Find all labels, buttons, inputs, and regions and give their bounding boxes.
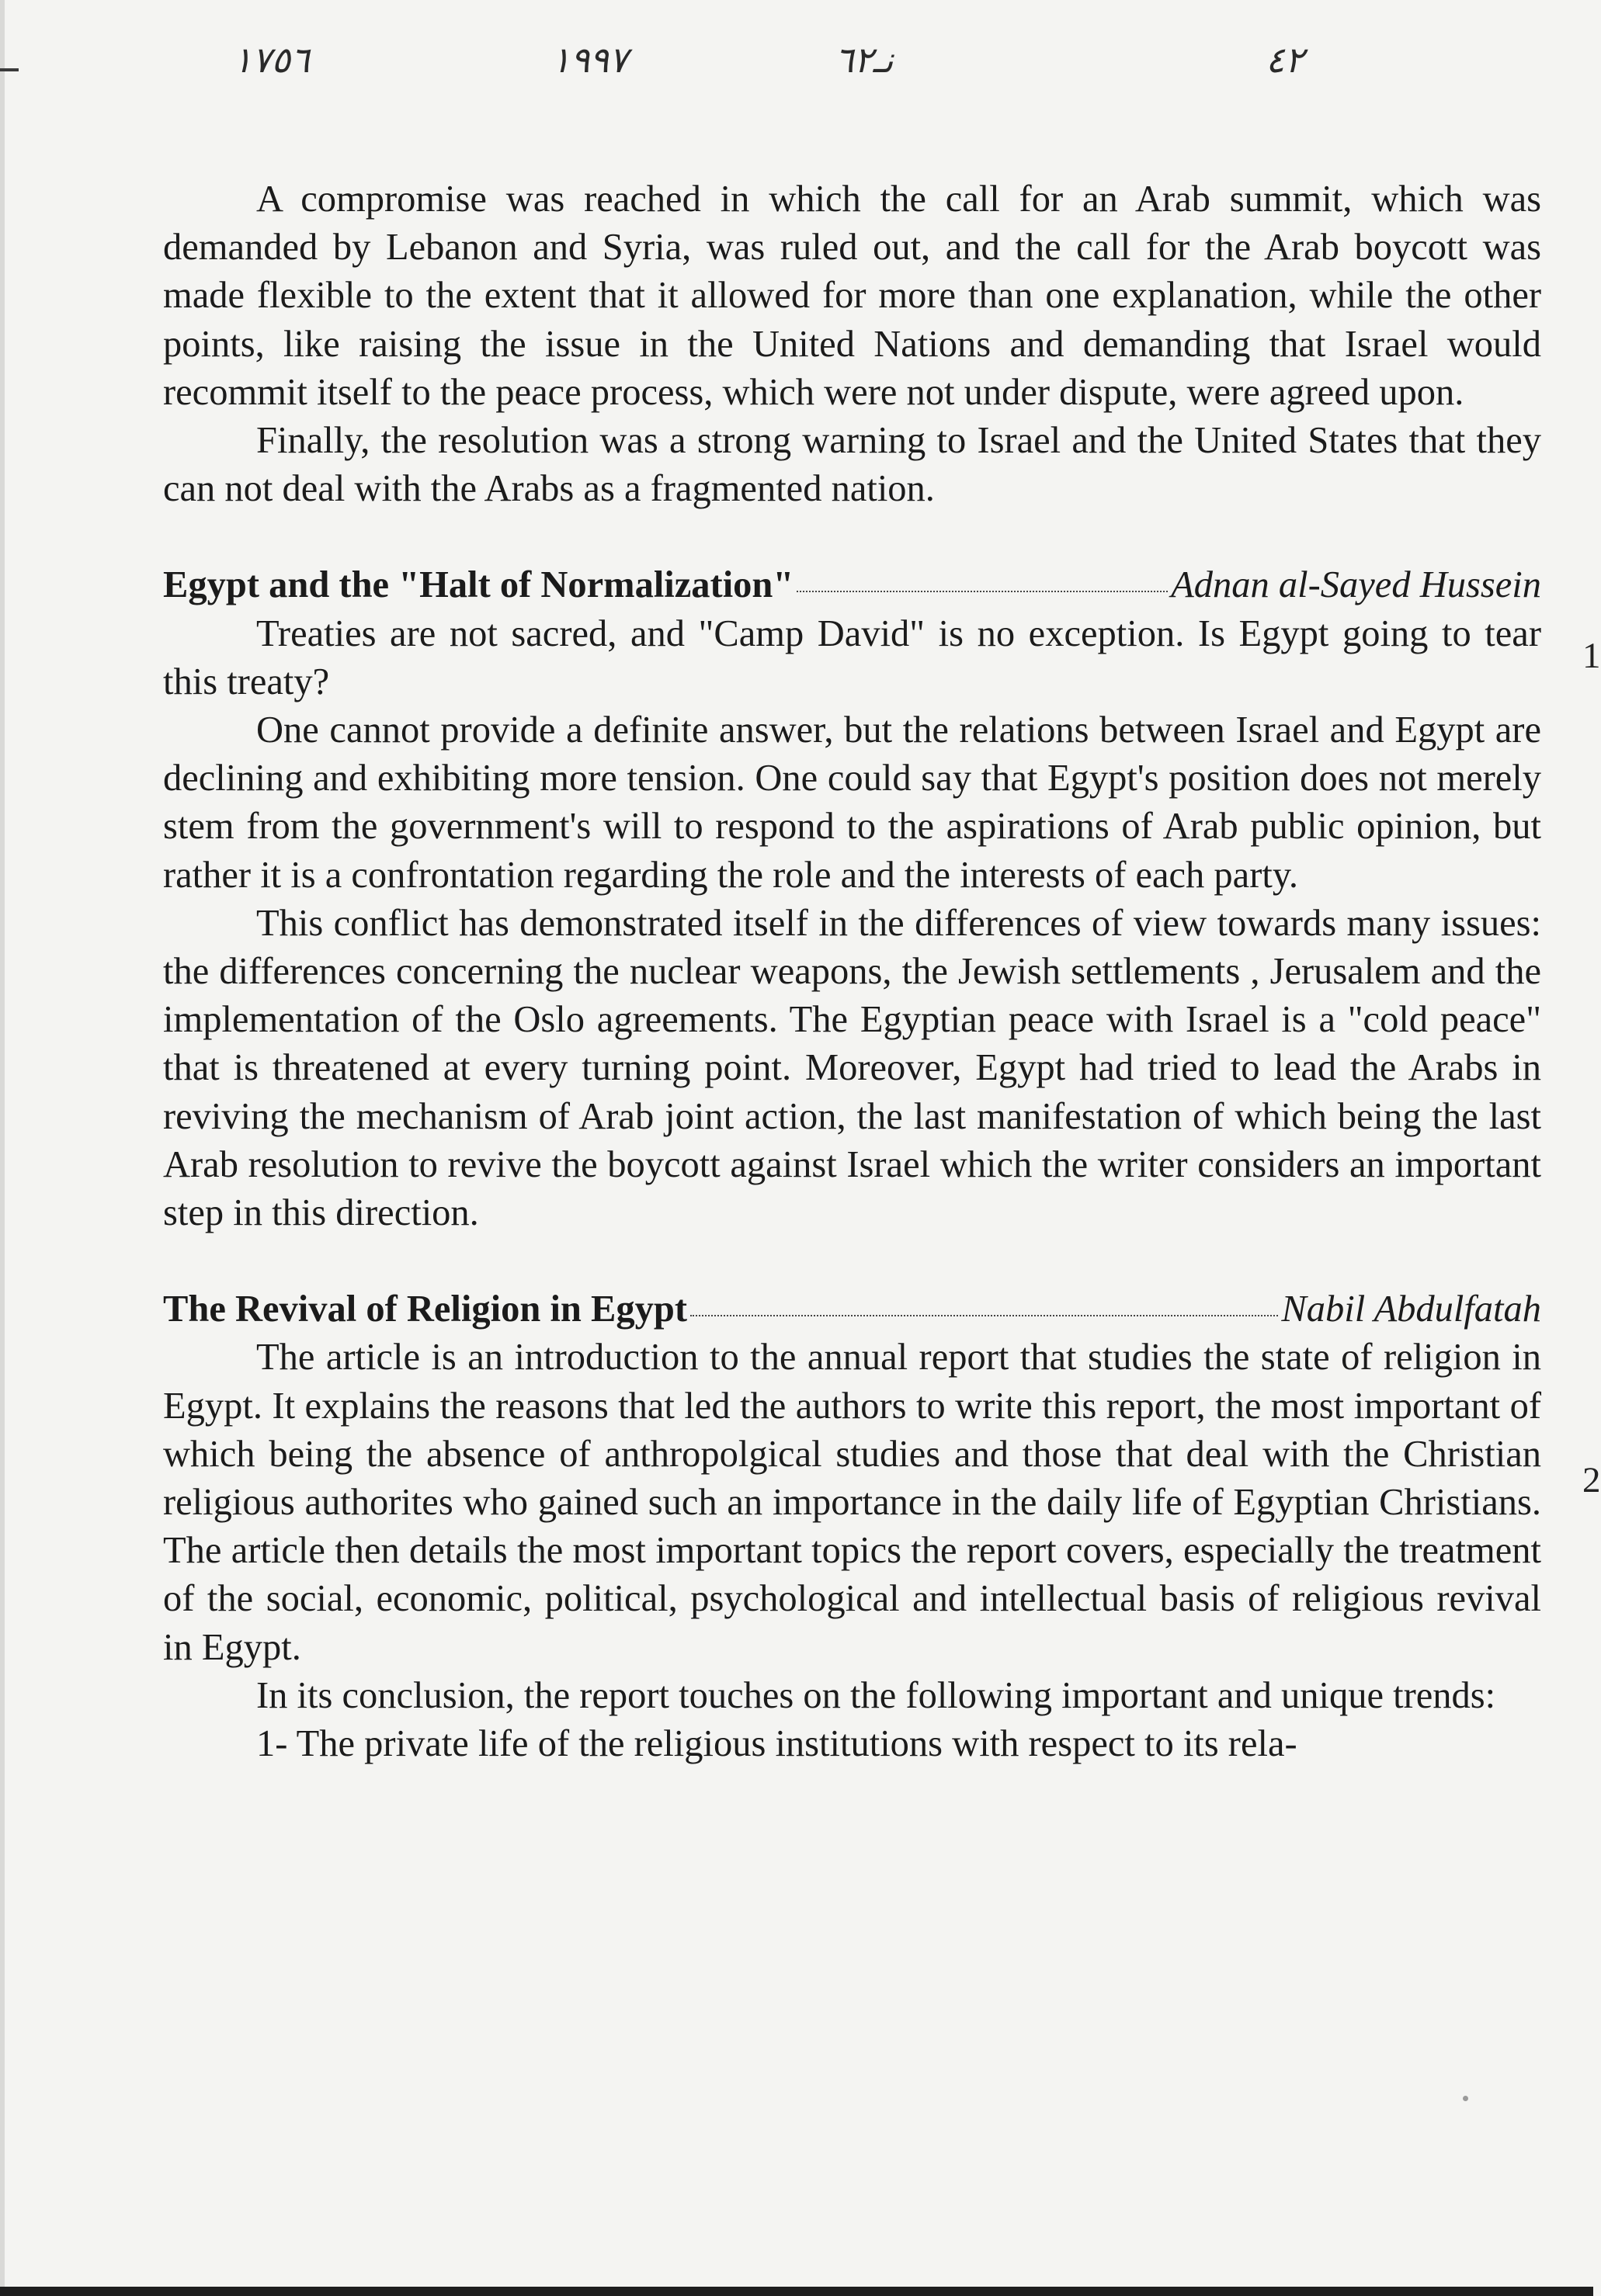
speck (1463, 2096, 1468, 2101)
paragraph: This conflict has demonstrated itself in the differences of view towards many issues: the differences concerning the nuclear weapons, the Jewish settlements , Jerusalem and the implementation of the Oslo agreements. The Egyptian peace with Israel is a "cold peace" that is threatened at every turning point. Moreover, Egypt had tried to lead the Arabs in reviving the mechanism of Arab joint action, the last manifestation of which being the last Arab resolution to revive the boycott against Israel which the writer considers an important step in this direction. (163, 902, 1541, 1234)
paragraph: Finally, the resolution was a strong warning to Israel and the United States that they can not deal with the Arabs as a fragmented nation. (163, 420, 1541, 510)
scan-bottom-edge (0, 2287, 1593, 2296)
edge-mark (0, 68, 19, 71)
article-author: Nabil Abdulfatah (1281, 1288, 1541, 1330)
handwritten-page: ٤٢ (1266, 39, 1304, 81)
paragraph: A compromise was reached in which the call for an Arab summit, which was demanded by Lebanon and Syria, was ruled out, and the call for the Arab boycott was made flexible to the extent that it allowed for more than one explanation, while the other points, like raising the issue in the United Nations and demanding that Israel would recommit itself to the peace process, which were not under dispute, were agreed upon. (163, 179, 1541, 413)
paragraph: The article is an introduction to the annual report that studies the state of religion in Egypt. It explains the reasons that led the authors to write this report, the most important of which being the absence of anthropolgical studies and those that deal with the Christian religious authorites who gained such an importance in the daily life of Egyptian Christians. The article then details the most important topics the report covers, especially the treatment of the social, economic, political, psychological and intellectual basis of religious revival in Egypt. (163, 1337, 1541, 1668)
page-number-cut: 1 (1582, 636, 1601, 676)
paragraph: In its conclusion, the report touches on the following important and unique trends: (256, 1674, 1496, 1716)
handwritten-year: ١٩٩٧ (551, 39, 628, 81)
article-title: The Revival of Religion in Egypt (163, 1288, 687, 1330)
page-number-cut: 2 (1582, 1460, 1601, 1500)
handwritten-issue: نـ٦٢ (835, 39, 894, 81)
dotted-leader (690, 1315, 1278, 1316)
page-edge (0, 0, 5, 2296)
dotted-leader (797, 591, 1168, 592)
article-author: Adnan al-Sayed Hussein (1171, 564, 1541, 606)
article-heading (163, 561, 1541, 609)
paragraph: Treaties are not sacred, and "Camp David" is no exception. Is Egypt going to tear this treaty? (163, 612, 1541, 702)
handwritten-number: ١٧٥٦ (233, 39, 310, 81)
section-gap (163, 513, 1541, 561)
article-title: Egypt and the "Halt of Normalization" (163, 564, 794, 606)
article-heading (163, 1285, 1541, 1334)
section-gap (163, 1237, 1541, 1285)
paragraph: One cannot provide a definite answer, but the relations between Israel and Egypt are declining and exhibiting more tension. One could say that Egypt's position does not merely stem from the government's will to respond to the aspirations of Arab public opinion, but rather it is a confrontation regarding the role and the interests of each party. (163, 709, 1541, 896)
paragraph: 1- The private life of the religious institutions with respect to its rela- (256, 1723, 1297, 1765)
page-body (163, 175, 1541, 1768)
